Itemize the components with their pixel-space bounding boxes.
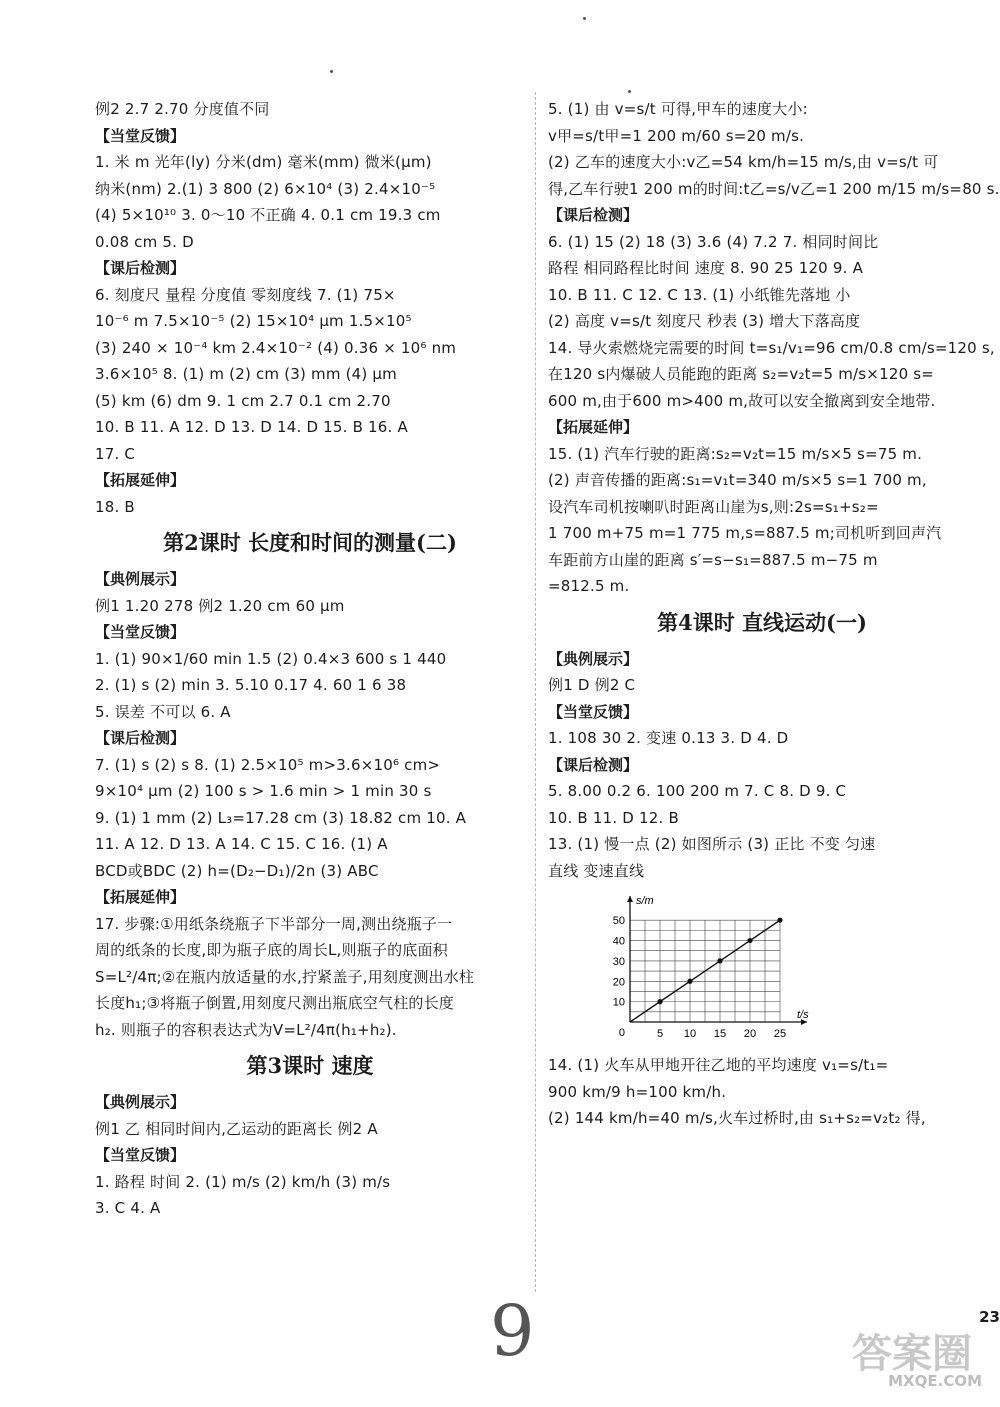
answer-line: 18. B	[95, 497, 135, 516]
answer-line: 9×10⁴ μm (2) 100 s > 1.6 min > 1 min 30 s	[95, 782, 432, 800]
y-arrow	[627, 896, 633, 902]
answer-line: 14. 导火索燃烧完需要的时间 t=s₁/v₁=96 cm/0.8 cm/s=120 s,	[548, 338, 995, 357]
st-graph	[600, 892, 809, 1042]
lesson-title: 第2课时 长度和时间的测量(二)	[163, 530, 457, 555]
watermark-url: MXQE.COM	[888, 1372, 982, 1390]
section-heading: 【课后检测】	[548, 755, 639, 774]
answer-line: 例1 D 例2 C	[548, 676, 636, 694]
answer-line: 例1 乙 相同时间内,乙运动的距离长 例2 A	[95, 1119, 378, 1138]
answer-line: (2) 乙车的速度大小:v乙=54 km/h=15 m/s,由 v=s/t 可	[548, 153, 939, 171]
scan-dot	[583, 17, 586, 20]
answer-line: 7. (1) s (2) s 8. (1) 2.5×10⁵ m>3.6×10⁶ cm>	[95, 755, 441, 774]
handwritten-mark: 9	[490, 1290, 535, 1372]
data-point	[777, 918, 782, 923]
left-column	[95, 96, 525, 1222]
page-number: 23	[979, 1308, 1000, 1326]
answer-line: S=L²/4π;②在瓶内放适量的水,拧紧盖子,用刻度测出水柱	[95, 967, 475, 986]
answer-line: 17. C	[95, 444, 136, 463]
answer-line: 得,乙车行驶1 200 m的时间:t乙=s/v乙=1 200 m/15 m/s=80 s.	[548, 179, 1000, 198]
answer-line: 5. (1) 由 v=s/t 可得,甲车的速度大小:	[548, 100, 808, 118]
answer-line: (2) 144 km/h=40 m/s,火车过桥时,由 s₁+s₂=v₂t₂ 得,	[548, 1109, 926, 1127]
answer-line: BCD或BDC (2) h=(D₂−D₁)/2n (3) ABC	[95, 861, 379, 880]
section-heading: 【拓展延伸】	[95, 888, 186, 906]
answer-line: 5. 8.00 0.2 6. 100 200 m 7. C 8. D 9. C	[548, 782, 847, 800]
y-tick-label: 20	[612, 976, 625, 989]
answer-line: 路程 相同路程比时间 速度 8. 90 25 120 9. A	[548, 259, 864, 277]
answer-line: 15. (1) 汽车行驶的距离:s₂=v₂t=15 m/s×5 s=75 m.	[548, 444, 923, 463]
answer-line: 14. (1) 火车从甲地开往乙地的平均速度 v₁=s/t₁=	[548, 1056, 889, 1074]
answer-line: 3. C 4. A	[95, 1199, 161, 1217]
section-heading: 【典例展示】	[95, 570, 186, 588]
answer-line: 3.6×10⁵ 8. (1) m (2) cm (3) mm (4) μm	[95, 365, 397, 383]
y-axis-label: s/m	[636, 895, 654, 907]
answer-line: (4) 5×10¹⁰ 3. 0～10 不正确 4. 0.1 cm 19.3 cm	[95, 206, 441, 224]
answer-line: 车距前方山崖的距离 s′=s−s₁=887.5 m−75 m	[548, 550, 878, 569]
answer-line: h₂. 则瓶子的容积表达式为V=L²/4π(h₁+h₂).	[95, 1020, 397, 1039]
answer-line: 例2 2.7 2.70 分度值不同	[95, 100, 270, 118]
scan-dot	[628, 90, 631, 93]
answer-line: 直线 变速直线	[548, 861, 645, 880]
data-point	[657, 999, 662, 1004]
section-heading: 【当堂反馈】	[95, 623, 186, 641]
section-heading: 【课后检测】	[95, 729, 186, 747]
section-heading: 【当堂反馈】	[548, 702, 639, 721]
section-heading: 【当堂反馈】	[95, 126, 186, 145]
answer-line: 10. B 11. D 12. B	[548, 808, 679, 827]
answer-line: 17. 步骤:①用纸条绕瓶子下半部分一周,测出绕瓶子一	[95, 914, 453, 933]
answer-line: 1. 路程 时间 2. (1) m/s (2) km/h (3) m/s	[95, 1172, 391, 1191]
lesson-title: 第3课时 速度	[246, 1053, 374, 1078]
answer-line: 设汽车司机按喇叭时距离山崖为s,则:2s=s₁+s₂=	[548, 497, 879, 516]
answer-line: 900 km/9 h=100 km/h.	[548, 1082, 727, 1101]
y-tick-label: 50	[612, 915, 625, 928]
x-tick-label: 15	[713, 1028, 727, 1040]
right-column	[548, 96, 1000, 1132]
y-tick-label: 30	[612, 955, 625, 968]
answer-line: 600 m,由于600 m>400 m,故可以安全撤离到安全地带.	[548, 391, 936, 410]
watermark-logo: 答案圈	[852, 1331, 972, 1377]
answer-line: (2) 声音传播的距离:s₁=v₁t=340 m/s×5 s=1 700 m,	[548, 471, 927, 489]
answer-line: 6. (1) 15 (2) 18 (3) 3.6 (4) 7.2 7. 相同时间比	[548, 232, 879, 251]
y-tick-label: 40	[612, 935, 625, 948]
answer-line: 10. B 11. A 12. D 13. D 14. D 15. B 16. A	[95, 418, 408, 436]
section-heading: 【拓展延伸】	[95, 471, 186, 489]
answer-line: 1. 108 30 2. 变速 0.13 3. D 4. D	[548, 729, 789, 747]
answer-line: 纳米(nm) 2.(1) 3 800 (2) 6×10⁴ (3) 2.4×10⁻⁵	[95, 179, 436, 198]
answer-line: 11. A 12. D 13. A 14. C 15. C 16. (1) A	[95, 835, 388, 853]
section-heading: 【课后检测】	[548, 206, 639, 224]
graph-figure	[600, 892, 976, 1046]
answer-line: (5) km (6) dm 9. 1 cm 2.7 0.1 cm 2.70	[95, 391, 391, 410]
answer-line: =812.5 m.	[548, 577, 630, 595]
x-tick-label: 10	[683, 1028, 697, 1040]
data-point	[717, 958, 722, 963]
y-tick-label: 10	[612, 996, 625, 1009]
answer-line: 1. (1) 90×1/60 min 1.5 (2) 0.4×3 600 s 1 440	[95, 649, 447, 668]
answer-line: 9. (1) 1 mm (2) L₃=17.28 cm (3) 18.82 cm 10. A	[95, 808, 467, 827]
answer-line: 2. (1) s (2) min 3. 5.10 0.17 4. 60 1 6 38	[95, 676, 407, 694]
data-point	[747, 938, 752, 943]
answer-line: 0.08 cm 5. D	[95, 232, 194, 251]
answer-line: 1 700 m+75 m=1 775 m,s=887.5 m;司机听到回声汽	[548, 524, 942, 542]
x-axis-label: t/s	[797, 1009, 809, 1021]
answer-line: 在120 s内爆破人员能跑的距离 s₂=v₂t=5 m/s×120 s=	[548, 365, 935, 383]
x-tick-label: 5	[656, 1028, 664, 1040]
answer-line: 13. (1) 慢一点 (2) 如图所示 (3) 正比 不变 匀速	[548, 835, 876, 853]
origin-label: 0	[618, 1027, 625, 1039]
answer-line: 10. B 11. C 12. C 13. (1) 小纸锥先落地 小	[548, 285, 851, 304]
answer-line: 6. 刻度尺 量程 分度值 零刻度线 7. (1) 75×	[95, 285, 396, 304]
lesson-title: 第4课时 直线运动(一)	[657, 609, 867, 635]
answer-line: 1. 米 m 光年(ly) 分米(dm) 毫米(mm) 微米(μm)	[95, 153, 432, 171]
answer-line: 10⁻⁶ m 7.5×10⁻⁵ (2) 15×10⁴ μm 1.5×10⁵	[95, 312, 412, 330]
answer-line: (2) 高度 v=s/t 刻度尺 秒表 (3) 增大下落高度	[548, 312, 861, 330]
x-tick-label: 25	[773, 1028, 787, 1040]
answer-line: 长度h₁;③将瓶子倒置,用刻度尺测出瓶底空气柱的长度	[95, 994, 454, 1012]
section-heading: 【当堂反馈】	[95, 1146, 186, 1164]
section-heading: 【课后检测】	[95, 259, 186, 277]
answer-line: 例1 1.20 278 例2 1.20 cm 60 μm	[95, 596, 345, 615]
section-heading: 【典例展示】	[548, 649, 639, 668]
answer-line: 周的纸条的长度,即为瓶子底的周长L,则瓶子的底面积	[95, 941, 448, 959]
section-heading: 【拓展延伸】	[548, 418, 639, 436]
data-point	[687, 979, 692, 984]
answer-line: v甲=s/t甲=1 200 m/60 s=20 m/s.	[548, 126, 805, 145]
column-divider	[535, 92, 536, 1292]
scan-dot	[330, 70, 333, 73]
section-heading: 【典例展示】	[95, 1093, 186, 1111]
answer-line: (3) 240 × 10⁻⁴ km 2.4×10⁻² (4) 0.36 × 10⁶ nm	[95, 338, 457, 357]
answer-line: 5. 误差 不可以 6. A	[95, 702, 231, 721]
x-tick-label: 20	[743, 1028, 757, 1040]
